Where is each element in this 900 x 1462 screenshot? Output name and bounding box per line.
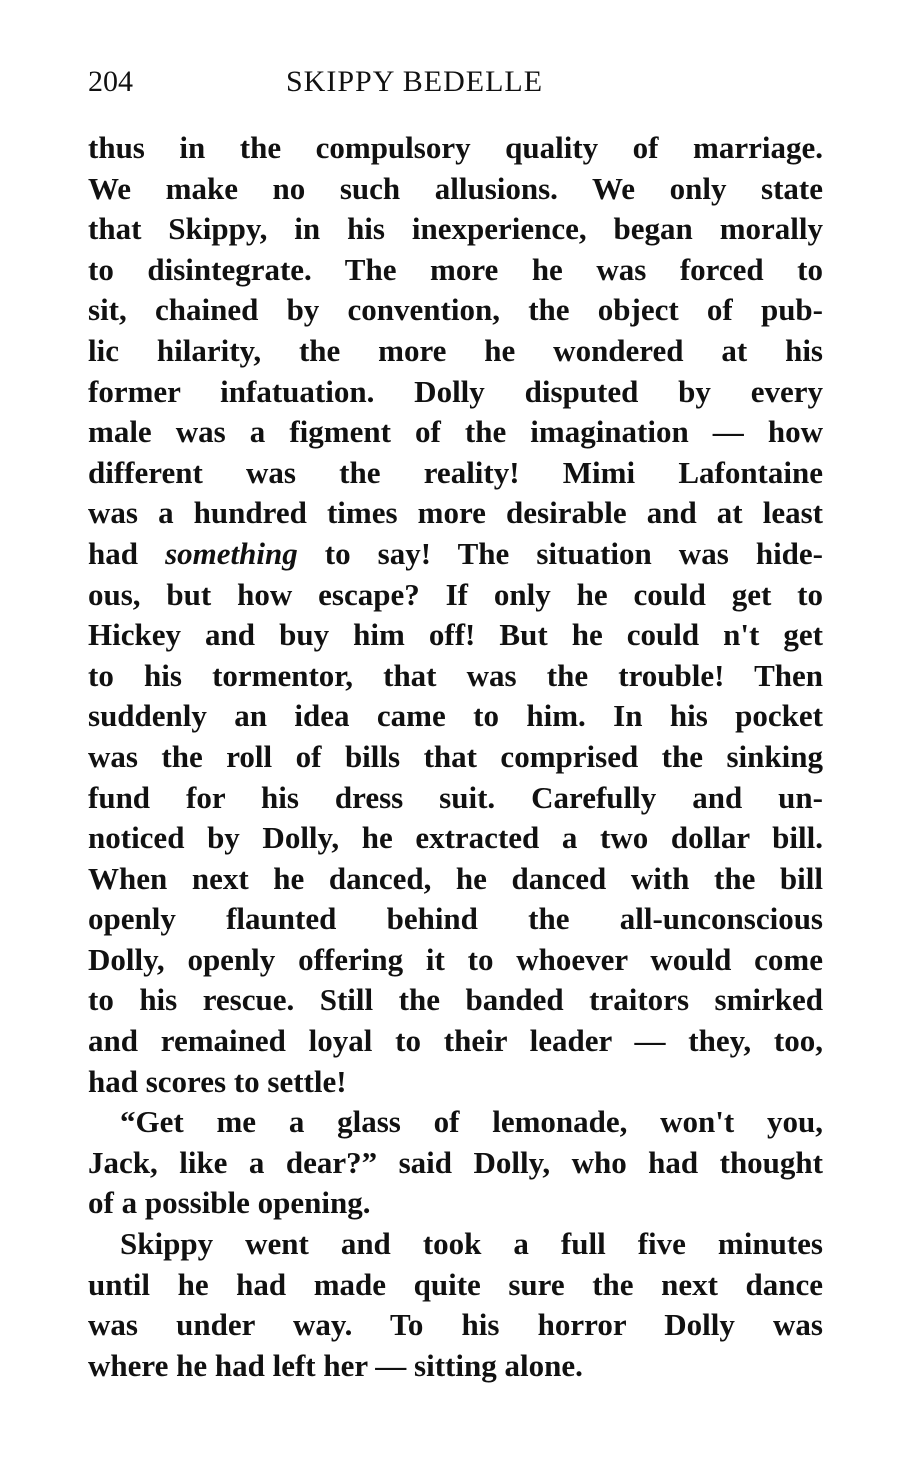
paragraph-end-line: had scores to settle! [88,1063,347,1099]
text-line: noticed by Dolly, he extracted a two dollar bill. [88,820,823,856]
page-number: 204 [88,65,133,98]
text-line [88,534,823,575]
text-line: to his rescue. Still the banded traitors smirked [88,982,823,1018]
text-span: had [88,535,166,571]
text-line: different was the reality! Mimi Lafontaine [88,454,823,490]
page-header [88,62,823,102]
text-line: Dolly, openly offering it to whoever would come [88,941,823,977]
text-line: lic hilarity, the more he wondered at his [88,332,823,368]
text-line: to his tormentor, that was the trouble! Then [88,657,823,693]
text-line: sit, chained by convention, the object of pub- [88,292,823,328]
text-line: Skippy went and took a full five minutes [120,1226,823,1262]
text-line: male was a figment of the imagination — how [88,414,823,450]
paragraph-end-line: of a possible opening. [88,1185,371,1221]
text-line: Jack, like a dear?” said Dolly, who had thought [88,1144,823,1180]
running-head: SKIPPY BEDELLE [286,65,544,98]
text-line: openly flaunted behind the all-unconscious [88,901,823,937]
text-span: to say! The situation was hide- [297,535,823,571]
text-line: was a hundred times more desirable and at least [88,495,823,531]
italic-emphasis: something [165,535,298,571]
text-line: ous, but how escape? If only he could get to [88,576,823,612]
text-line: until he had made quite sure the next dance [88,1266,823,1302]
body-text [88,128,823,1386]
text-line: When next he danced, he danced with the bill [88,860,823,896]
text-line: and remained loyal to their leader — they, too, [88,1023,823,1059]
text-line: that Skippy, in his inexperience, began morally [88,211,823,247]
paragraph-end-line: where he had left her — sitting alone. [88,1347,583,1383]
text-line: suddenly an idea came to him. In his pocket [88,698,823,734]
text-line: former infatuation. Dolly disputed by every [88,373,823,409]
text-line: “Get me a glass of lemonade, won't you, [120,1104,823,1140]
text-line: to disintegrate. The more he was forced to [88,251,823,287]
text-line: thus in the compulsory quality of marriage. [88,130,823,165]
text-line: We make no such allusions. We only state [88,170,823,206]
text-line: fund for his dress suit. Carefully and un- [88,779,823,815]
text-line: was under way. To his horror Dolly was [88,1307,823,1343]
text-line: Hickey and buy him off! But he could n't get [88,617,823,653]
text-line: was the roll of bills that comprised the sinking [88,738,823,774]
